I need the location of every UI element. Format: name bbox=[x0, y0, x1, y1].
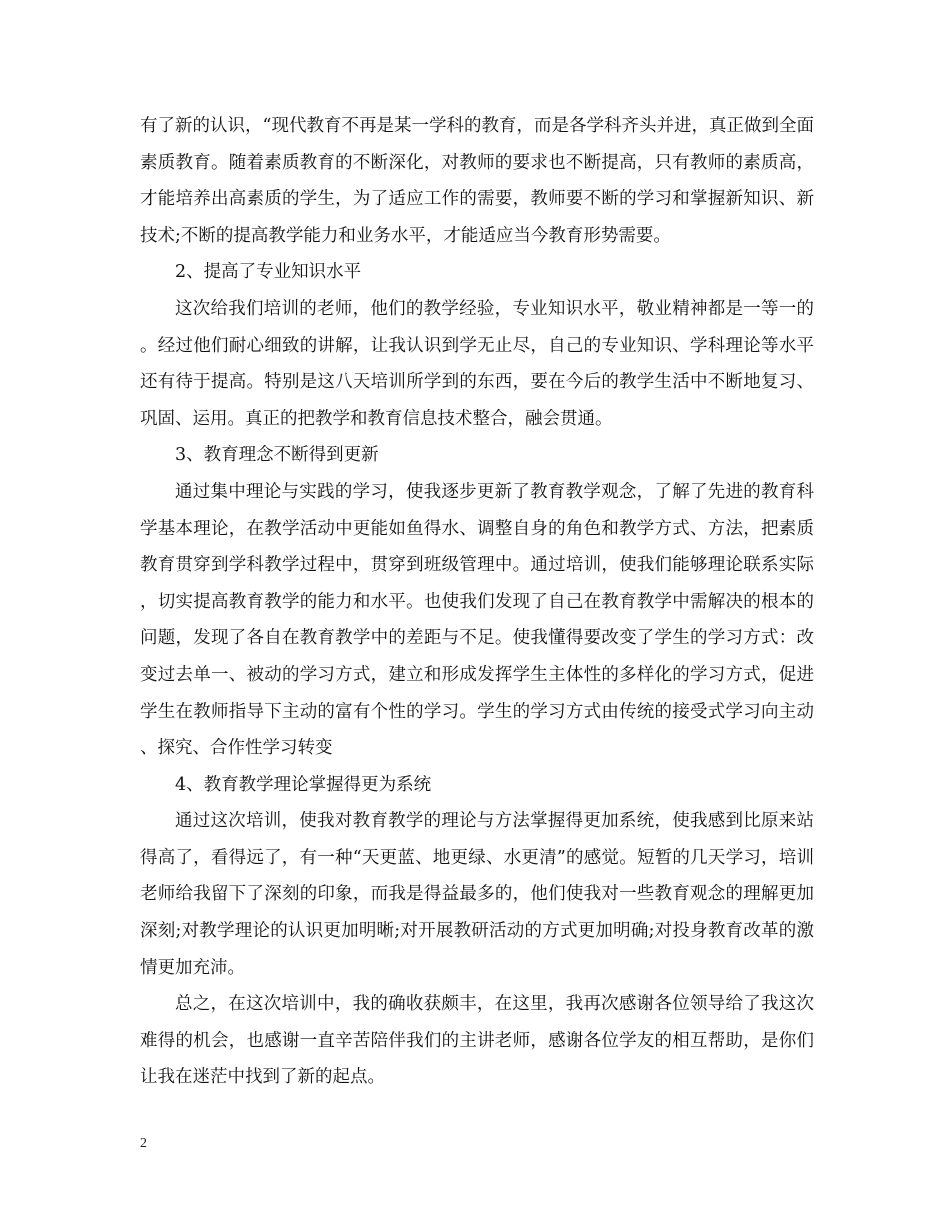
section-heading-4: 4、教育教学理论掌握得更为系统 bbox=[175, 774, 432, 795]
paragraph-education-concepts: 通过集中理论与实践的学习，使我逐步更新了教育教学观念，了解了先进的教育科学基本理论，在教学活动中更能如鱼得水、调整自身的角色和教学方式、方法，把素质教育贯穿到学科教学过程中，贯穿到班级管理中。通过培训，使我们能够理论联系实际，切实提高教育教学的能力和水平。也使我们发现了自己在教育教学中需解决的根本的问题，发现了各自在教育教学中的差距与不足。使我懂得要改变了学生的学习方式：改变过去单一、被动的学习方式，建立和形成发挥学生主体性的多样化的学习方式，促进学生在教师指导下主动的富有个性的学习。学生的学习方式由传统的接受式学习向主动、探究、合作性学习转变 bbox=[140, 481, 814, 759]
document-body bbox=[140, 108, 814, 1096]
paragraph-conclusion: 总之，在这次培训中，我的确收获颇丰，在这里，我再次感谢各位领导给了我这次难得的机会，也感谢一直辛苦陪伴我们的主讲老师，感谢各位学友的相互帮助，是你们让我在迷茫中找到了新的起点。 bbox=[140, 994, 814, 1088]
paragraph-teaching-theory: 通过这次培训，使我对教育教学的理论与方法掌握得更加系统，使我感到比原来站得高了，看得远了，有一种“天更蓝、地更绿、水更清”的感觉。短暂的几天学习，培训老师给我留下了深刻的印象，而我是得益最多的，他们使我对一些教育观念的理解更加深刻;对教学理论的认识更加明晰;对开展教研活动的方式更加明确;对投身教育改革的激情更加充沛。 bbox=[140, 811, 814, 978]
page-number: 2 bbox=[140, 1136, 147, 1151]
paragraph-professional-knowledge: 这次给我们培训的老师，他们的教学经验，专业知识水平，敬业精神都是一等一的。经过他们耐心细致的讲解，让我认识到学无止尽，自己的专业知识、学科理论等水平还有待于提高。特别是这八天培训所学到的东西，要在今后的教学生活中不断地复习、巩固、运用。真正的把教学和教育信息技术整合，融会贯通。 bbox=[140, 298, 814, 429]
section-heading-3: 3、教育理念不断得到更新 bbox=[175, 445, 379, 466]
section-heading-2: 2、提高了专业知识水平 bbox=[175, 262, 362, 283]
paragraph-continuation: 有了新的认识，“现代教育不再是某一学科的教育，而是各学科齐头并进，真正做到全面素质教育。随着素质教育的不断深化，对教师的要求也不断提高，只有教师的素质高，才能培养出高素质的学生，为了适应工作的需要，教师要不断的学习和掌握新知识、新技术;不断的提高教学能力和业务水平，才能适应当今教育形势需要。 bbox=[140, 116, 814, 246]
